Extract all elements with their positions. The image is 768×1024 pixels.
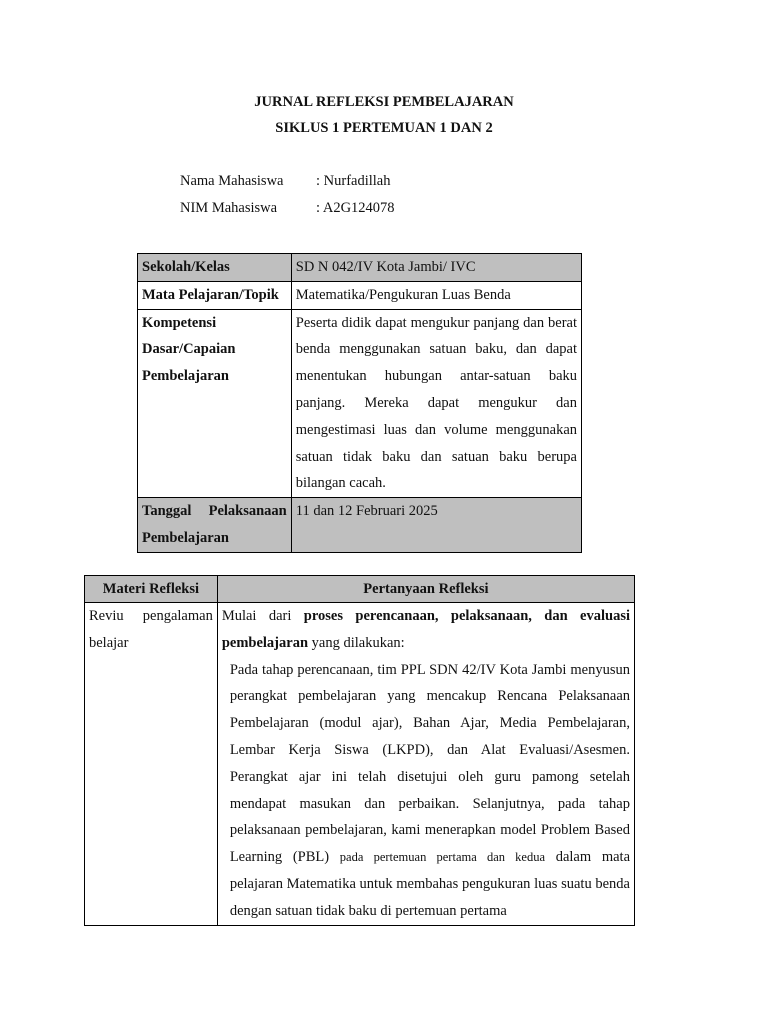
date-value: 11 dan 12 Februari 2025: [291, 498, 581, 553]
table-row: [138, 281, 582, 309]
material-cell: Reviu pengalaman belajar: [85, 603, 218, 926]
document-title: JURNAL REFLEKSI PEMBELAJARAN: [254, 94, 514, 110]
table-row: [85, 603, 635, 926]
material-column-header: Materi Refleksi: [85, 576, 218, 603]
document-subtitle: SIKLUS 1 PERTEMUAN 1 DAN 2: [275, 120, 493, 136]
competency-label-line: Pembelajaran: [142, 368, 229, 385]
question-column-header: Pertanyaan Refleksi: [217, 576, 634, 603]
table-row: [138, 309, 582, 498]
student-nim-label: NIM Mahasiswa: [180, 200, 278, 216]
student-nim-value: : A2G124078: [316, 200, 395, 216]
competency-label-line: Kompetensi: [142, 314, 217, 331]
date-label-line: Tanggal Pelaksanaan: [142, 503, 287, 520]
intro-text-end: yang dilakukan:: [311, 634, 405, 651]
competency-label-line: Dasar/Capaian: [142, 341, 236, 358]
competency-value: Peserta didik dapat mengukur panjang dan berat benda menggunakan satuan baku, dan dapat menentukan hubungan antar-satuan baku panjang. Mereka dapat mengukur dan mengestimasi luas dan volume menggunakan satuan tidak baku dan satuan baku berupa bilangan cacah.: [291, 309, 581, 498]
date-label-line: Pembelajaran: [142, 529, 229, 546]
body-text-end: dalam mata pelajaran Matematika untuk membahas pengukuran luas suatu benda dengan satuan tidak baku di pertemuan pertama: [229, 849, 631, 919]
student-name-row: [180, 173, 391, 190]
body-small-text: pada pertemuan pertama dan kedua: [339, 850, 546, 865]
school-value: SD N 042/IV Kota Jambi/ IVC: [291, 254, 581, 282]
student-name-value: : Nurfadillah: [316, 173, 391, 189]
table-header-row: [85, 576, 635, 603]
table-row: [138, 498, 582, 553]
date-label: [138, 498, 292, 553]
student-name-label: Nama Mahasiswa: [180, 173, 284, 189]
subject-label: Mata Pelajaran/Topik: [138, 281, 292, 309]
student-nim-row: [180, 200, 395, 217]
intro-bold-text: proses perencanaan, pelaksanaan, dan evaluasi pembelajaran: [221, 608, 630, 651]
school-label: Sekolah/Kelas: [138, 254, 292, 282]
question-cell: [217, 603, 634, 926]
subject-value: Matematika/Pengukuran Luas Benda: [291, 281, 581, 309]
reflection-intro: [222, 603, 630, 657]
reflection-body: [222, 657, 630, 925]
learning-info-table: [137, 253, 582, 553]
reflection-table: [84, 575, 635, 926]
body-text: Pada tahap perencanaan, tim PPL SDN 42/IV Kota Jambi menyusun perangkat pembelajaran yang mencakup Rencana Pelaksanaan Pembelajaran (modul ajar), Bahan Ajar, Media Pembelajaran, Lembar Kerja Siswa (LKPD), dan Alat Evaluasi/Asesmen. Perangkat ajar ini telah disetujui oleh guru pamong setelah mendapat masukan dan perbaikan. Selanjutnya, pada tahap pelaksanaan pembelajaran, kami menerapkan model Problem Based Learning (PBL): [229, 661, 630, 866]
table-row: [138, 254, 582, 282]
competency-label: [138, 309, 292, 498]
intro-text: Mulai dari: [221, 608, 292, 624]
